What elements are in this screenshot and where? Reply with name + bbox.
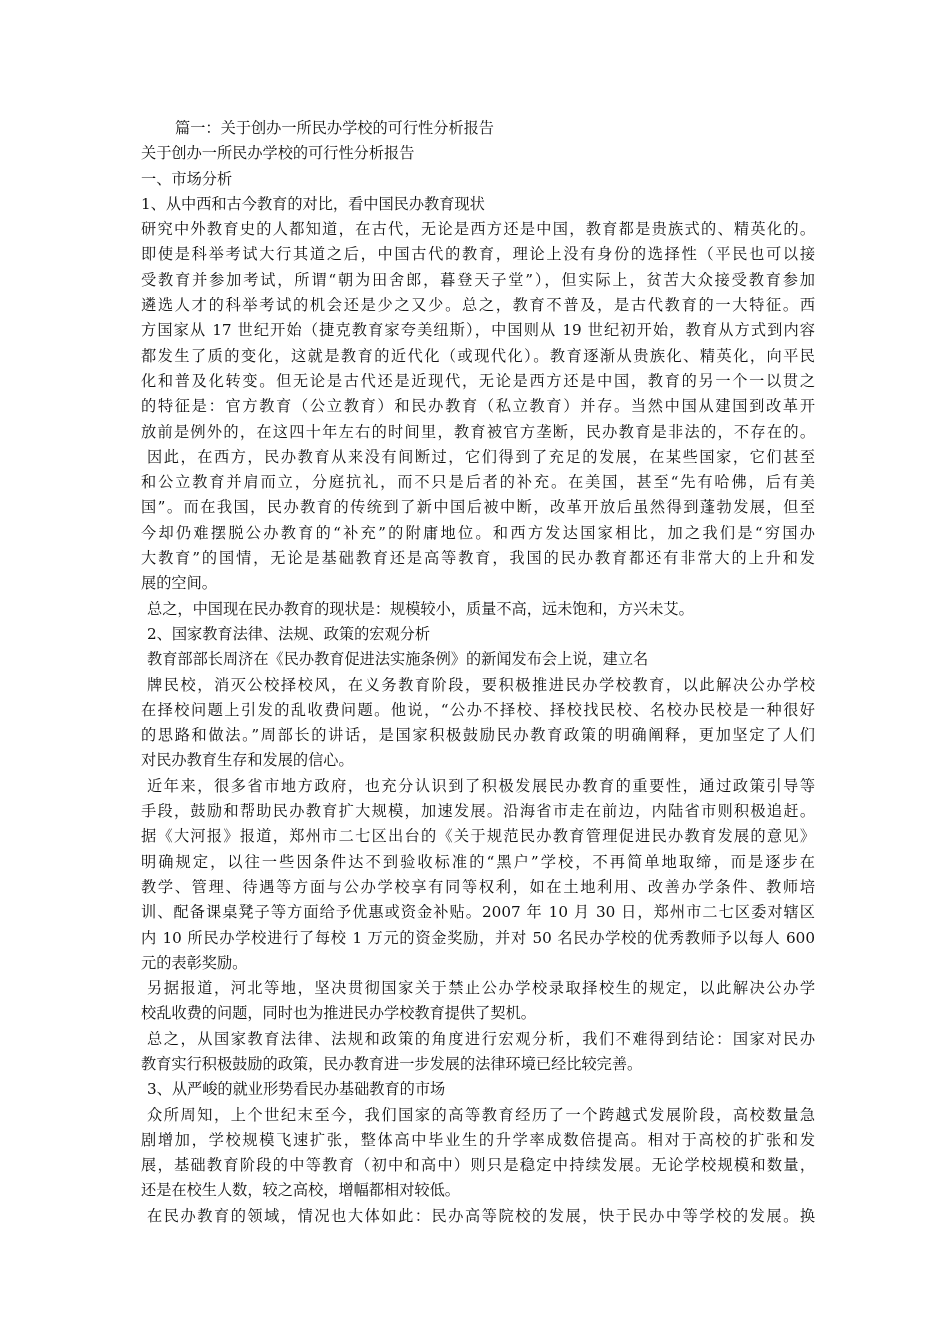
paragraph-line: 在民办教育的领域，情况也大体如此：民办高等院校的发展，快于民办中等学校的发展。换 bbox=[147, 1206, 815, 1225]
subsection-heading: 3、从严峻的就业形势看民办基础教育的市场 bbox=[147, 1080, 446, 1099]
paragraph-line: 近年来，很多省市地方政府，也充分认识到了积极发展民办教育的重要性，通过政策引导等 bbox=[147, 776, 815, 795]
paragraph-line: 因此，在西方，民办教育从来没有间断过，它们得到了充足的发展，在某些国家，它们甚至 bbox=[147, 447, 815, 466]
paragraph-line: 牌民校，消灭公校择校风，在义务教育阶段，要积极推进民办学校教育，以此解决公办学校 bbox=[147, 675, 815, 694]
paragraph-line: 总之，中国现在民办教育的现状是：规模较小，质量不高，远未饱和，方兴未艾。 bbox=[147, 599, 694, 618]
paragraph-line: 教学、管理、待遇等方面与公办学校享有同等权利，如在土地利用、改善办学条件、教师培 bbox=[141, 877, 815, 896]
paragraph-line: 众所周知，上个世纪末至今，我们国家的高等教育经历了一个跨越式发展阶段，高校数量急 bbox=[147, 1105, 815, 1124]
paragraph-line: 都发生了质的变化，这就是教育的近代化（或现代化）。教育逐渐从贵族化、精英化，向平民 bbox=[141, 346, 815, 365]
document-title: 篇一：关于创办一所民办学校的可行性分析报告 bbox=[175, 119, 494, 137]
paragraph-line: 受教育并参加考试，所谓“朝为田舍郎，暮登天子堂”），但实际上，贫苦大众接受教育参加 bbox=[141, 270, 815, 289]
paragraph-line: 研究中外教育史的人都知道，在古代，无论是西方还是中国，教育都是贵族式的、精英化的。 bbox=[141, 220, 815, 239]
paragraph-line: 据《大河报》报道，郑州市二七区出台的《关于规范民办教育管理促进民办教育发展的意见》 bbox=[141, 827, 815, 846]
paragraph-line: 明确规定，以往一些因条件达不到验收标准的“黑户”学校，不再简单地取缔，而是逐步在 bbox=[141, 852, 815, 871]
subsection-heading: 2、国家教育法律、法规、政策的宏观分析 bbox=[147, 624, 431, 643]
paragraph-line: 即使是科举考试大行其道之后，中国古代的教育，理论上没有身份的选择性（平民也可以接 bbox=[141, 245, 815, 264]
paragraph-line: 的特征是：官方教育（公立教育）和民办教育（私立教育）并存。当然中国从建国到改革开 bbox=[141, 397, 815, 416]
document-page bbox=[141, 116, 815, 1229]
paragraph-line: 教育部部长周济在《民办教育促进法实施条例》的新闻发布会上说，建立名 bbox=[147, 650, 649, 669]
paragraph-line: 校乱收费的问题，同时也为推进民办学校教育提供了契机。 bbox=[141, 1004, 536, 1023]
paragraph-line: 展的空间。 bbox=[141, 574, 217, 593]
paragraph-line: 在择校问题上引发的乱收费问题。他说，“公办不择校、择校找民校、名校办民校是一种很好 bbox=[141, 700, 815, 719]
subsection-heading: 1、从中西和古今教育的对比，看中国民办教育现状 bbox=[141, 194, 485, 213]
paragraph-line: 今却仍难摆脱公办教育的“补充”的附庸地位。和西方发达国家相比，加之我们是“穷国办 bbox=[141, 523, 815, 542]
section-heading: 一、市场分析 bbox=[141, 169, 233, 188]
paragraph-line: 剧增加，学校规模飞速扩张，整体高中毕业生的升学率成数倍提高。相对于高校的扩张和发 bbox=[141, 1130, 815, 1149]
paragraph-line: 的思路和做法。”周部长的讲话，是国家积极鼓励民办教育政策的明确阐释，更加坚定了人们 bbox=[141, 726, 815, 745]
paragraph-line: 化和普及化转变。但无论是古代还是近现代，无论是西方还是中国，教育的另一个一以贯之 bbox=[141, 371, 815, 390]
paragraph-line: 放前是例外的，在这四十年左右的时间里，教育被官方垄断，民办教育是非法的，不存在的。 bbox=[141, 422, 815, 441]
paragraph-line: 大教育”的国情，无论是基础教育还是高等教育，我国的民办教育都还有非常大的上升和发 bbox=[141, 549, 815, 568]
paragraph-line: 对民办教育生存和发展的信心。 bbox=[141, 751, 354, 770]
paragraph-line: 和公立教育并肩而立，分庭抗礼，而不只是后者的补充。在美国，甚至“先有哈佛，后有美 bbox=[141, 473, 815, 492]
paragraph-line: 另据报道，河北等地，坚决贯彻国家关于禁止公办学校录取择校生的规定，以此解决公办学 bbox=[147, 979, 815, 998]
paragraph-line: 方国家从 17 世纪开始（捷克教育家夸美纽斯），中国则从 19 世纪初开始，教育从方式到内容 bbox=[141, 321, 815, 340]
paragraph-line: 训、配备课桌凳子等方面给予优惠或资金补贴。2007 年 10 月 30 日，郑州市二七区委对辖区 bbox=[141, 903, 815, 922]
paragraph-line: 展，基础教育阶段的中等教育（初中和高中）则只是稳定中持续发展。无论学校规模和数量， bbox=[141, 1156, 815, 1175]
paragraph-line: 遴选人才的科举考试的机会还是少之又少。总之，教育不普及，是古代教育的一大特征。西 bbox=[141, 296, 815, 315]
report-title: 关于创办一所民办学校的可行性分析报告 bbox=[141, 144, 415, 163]
paragraph-line: 内 10 所民办学校进行了每校 1 万元的资金奖励，并对 50 名民办学校的优秀教师予以每人 600 bbox=[141, 928, 815, 947]
paragraph-line: 元的表彰奖励。 bbox=[141, 953, 248, 972]
paragraph-line: 还是在校生人数，较之高校，增幅都相对较低。 bbox=[141, 1181, 460, 1200]
paragraph-line: 总之，从国家教育法律、法规和政策的角度进行宏观分析，我们不难得到结论：国家对民办 bbox=[147, 1029, 815, 1048]
paragraph-line: 教育实行积极鼓励的政策，民办教育进一步发展的法律环境已经比较完善。 bbox=[141, 1054, 643, 1073]
paragraph-line: 手段，鼓励和帮助民办教育扩大规模，加速发展。沿海省市走在前边，内陆省市则积极追赶。 bbox=[141, 802, 815, 821]
paragraph-line: 国”。而在我国，民办教育的传统到了新中国后被中断，改革开放后虽然得到蓬勃发展，但至 bbox=[141, 498, 815, 517]
